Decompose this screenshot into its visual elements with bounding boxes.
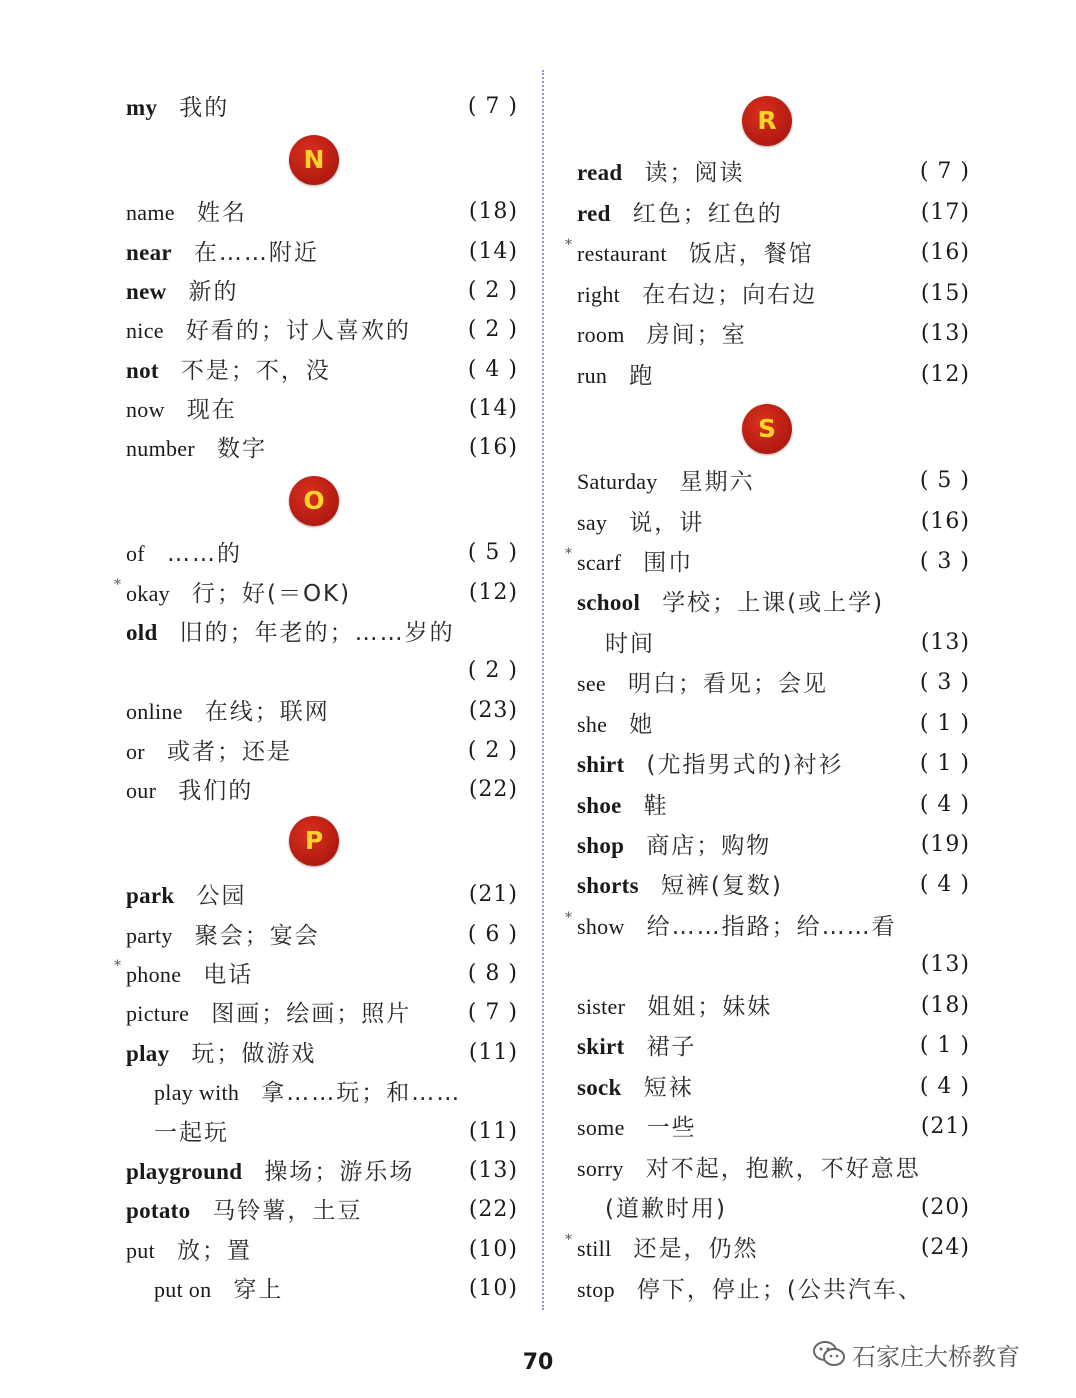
entry-meaning: 马铃薯，土豆	[212, 1198, 363, 1224]
entry-meaning: 一些	[646, 1115, 697, 1141]
entry-unit: (13)	[920, 321, 970, 346]
entry-meaning: 裙子	[646, 1034, 697, 1060]
entry-phone	[126, 954, 518, 994]
entry-word: right	[577, 282, 621, 307]
entry-meaning: 她	[629, 712, 655, 738]
entry-unit: ( 7 )	[467, 94, 518, 119]
entry-unit: (18)	[920, 993, 970, 1018]
entry-unit: (12)	[468, 580, 518, 605]
entry-shirt	[577, 744, 970, 784]
section-letter-s: S	[742, 404, 792, 454]
entry-word: play with	[154, 1080, 240, 1105]
entry-word: stop	[577, 1277, 615, 1302]
entry-word: party	[126, 923, 173, 948]
entry-unit: ( 4 )	[467, 357, 518, 382]
entry-unit: (11)	[468, 1040, 518, 1065]
entry-unit: (10)	[468, 1237, 518, 1262]
entry-meaning: ……的	[166, 541, 242, 567]
entry-meaning: 说，讲	[629, 510, 705, 536]
entry-meaning: 公园	[196, 883, 247, 909]
entry-right	[577, 274, 970, 314]
entry-unit: ( 7 )	[919, 159, 970, 184]
entry-unit: ( 2 )	[467, 317, 518, 342]
entry-sock	[577, 1067, 970, 1107]
entry-word: scarf	[577, 550, 622, 575]
entry-meaning: 短裤(复数)	[660, 873, 783, 899]
entry-meaning: 短袜	[643, 1075, 694, 1101]
entry-our	[126, 770, 518, 810]
entry-sorry	[577, 1148, 970, 1188]
entry-some	[577, 1107, 970, 1147]
entry-word: near	[126, 240, 172, 265]
entry-near	[126, 232, 518, 272]
entry-unit: (21)	[920, 1114, 970, 1139]
entry-not	[126, 350, 518, 390]
section-letter-o: O	[289, 476, 339, 526]
entry-meaning: 拿……玩；和……	[261, 1080, 462, 1106]
entry-meaning: 我的	[179, 95, 230, 121]
entry-meaning: 放；置	[177, 1238, 253, 1264]
entry-word: name	[126, 200, 175, 225]
entry-she	[577, 704, 970, 744]
entry-now	[126, 389, 518, 429]
entry-unit: (13)	[468, 1158, 518, 1183]
entry-unit: ( 7 )	[467, 1000, 518, 1025]
entry-meaning: 星期六	[679, 469, 755, 495]
entry-meaning: 图画；绘画；照片	[211, 1001, 412, 1027]
entry-park	[126, 875, 518, 915]
entry-unit: (18)	[468, 199, 518, 224]
entry-word: phone	[126, 962, 182, 987]
entry-show-unit	[577, 945, 970, 985]
entry-meaning: 明白；看见；会见	[628, 671, 828, 697]
entry-unit: ( 4 )	[919, 1074, 970, 1099]
entry-scarf	[577, 542, 970, 582]
entry-word: our	[126, 778, 157, 803]
left-column	[126, 0, 518, 1320]
entry-unit: (22)	[468, 777, 518, 802]
entry-word: sister	[577, 994, 626, 1019]
entry-unit: (15)	[920, 281, 970, 306]
entry-unit: ( 1 )	[919, 1033, 970, 1058]
entry-word: skirt	[577, 1034, 625, 1059]
entry-unit: (20)	[920, 1195, 970, 1220]
entry-unit: ( 5 )	[919, 468, 970, 493]
entry-word: new	[126, 279, 167, 304]
entry-unit: (10)	[468, 1276, 518, 1301]
entry-word: park	[126, 883, 175, 908]
entry-meaning: 在线；联网	[204, 699, 330, 725]
entry-word: sock	[577, 1075, 622, 1100]
entry-unit: (11)	[468, 1119, 518, 1144]
entry-unit: ( 8 )	[467, 961, 518, 986]
entry-word: playground	[126, 1159, 243, 1184]
entry-word: of	[126, 541, 145, 566]
entry-meaning: 还是，仍然	[633, 1236, 759, 1262]
entry-play-with-cont	[126, 1112, 518, 1152]
entry-word: show	[577, 914, 625, 939]
entry-old	[126, 612, 518, 652]
column-divider	[542, 70, 544, 1310]
entry-unit: (13)	[920, 630, 970, 655]
entry-meaning: 行；好(＝OK)	[191, 581, 352, 607]
watermark	[812, 1334, 1020, 1374]
entry-unit: ( 1 )	[919, 711, 970, 736]
entry-unit: (14)	[468, 239, 518, 264]
entry-skirt	[577, 1026, 970, 1066]
entry-word: she	[577, 712, 608, 737]
entry-word: Saturday	[577, 469, 658, 494]
entry-number	[126, 428, 518, 468]
entry-still	[577, 1228, 970, 1268]
entry-unit: (12)	[920, 362, 970, 387]
entry-meaning: 聚会；宴会	[194, 923, 320, 949]
entry-playground	[126, 1151, 518, 1191]
entry-word: some	[577, 1115, 625, 1140]
entry-word: okay	[126, 581, 170, 606]
watermark-text: 石家庄大桥教育	[852, 1342, 1020, 1371]
entry-word: potato	[126, 1198, 191, 1223]
entry-meaning: 在右边；向右边	[642, 282, 818, 308]
entry-unit: ( 4 )	[919, 792, 970, 817]
entry-meaning: 穿上	[233, 1277, 284, 1303]
entry-meaning: 旧的；年老的；……岁的	[179, 620, 455, 646]
entry-online	[126, 691, 518, 731]
entry-unit: ( 5 )	[467, 540, 518, 565]
entry-word: restaurant	[577, 241, 667, 266]
entry-word: nice	[126, 318, 164, 343]
section-letter-n: N	[289, 135, 339, 185]
entry-unit: (17)	[920, 200, 970, 225]
entry-meaning: 红色；红色的	[632, 201, 783, 227]
entry-unit: (22)	[468, 1197, 518, 1222]
entry-shop	[577, 825, 970, 865]
entry-unit: ( 2 )	[467, 278, 518, 303]
entry-unit: ( 6 )	[467, 922, 518, 947]
entry-school	[577, 582, 970, 622]
entry-meaning: 姓名	[196, 200, 247, 226]
entry-old-unit	[126, 651, 518, 691]
entry-meaning: 商店；购物	[646, 833, 772, 859]
entry-word: sorry	[577, 1156, 624, 1181]
entry-meaning: 房间；室	[646, 322, 747, 348]
entry-word: read	[577, 160, 623, 185]
entry-unit: (19)	[920, 832, 970, 857]
entry-word: school	[577, 590, 641, 615]
entry-unit: ( 2 )	[467, 738, 518, 763]
entry-meaning: 饭店，餐馆	[688, 241, 814, 267]
entry-word: say	[577, 510, 608, 535]
entry-word: online	[126, 699, 183, 724]
entry-word: play	[126, 1041, 170, 1066]
page-number: 70	[522, 1350, 554, 1375]
entry-unit: (21)	[468, 882, 518, 907]
entry-stop	[577, 1269, 970, 1309]
entry-restaurant	[577, 233, 970, 273]
entry-word: run	[577, 363, 608, 388]
entry-read	[577, 152, 970, 192]
entry-meaning: 时间	[605, 631, 655, 657]
entry-word: room	[577, 322, 625, 347]
entry-unit: (23)	[468, 698, 518, 723]
entry-word: shop	[577, 833, 625, 858]
entry-nice	[126, 310, 518, 350]
entry-meaning: 停下，停止；(公共汽车、	[636, 1277, 923, 1303]
entry-meaning: 围巾	[643, 550, 694, 576]
entry-word: not	[126, 358, 159, 383]
entry-unit: ( 3 )	[919, 549, 970, 574]
entry-word: put	[126, 1238, 156, 1263]
entry-meaning: 一起玩	[154, 1120, 229, 1146]
entry-unit: ( 1 )	[919, 751, 970, 776]
wechat-icon	[812, 1340, 846, 1368]
entry-word: shirt	[577, 752, 625, 777]
entry-party	[126, 915, 518, 955]
entry-meaning: 给……指路；给……看	[646, 914, 897, 940]
entry-say	[577, 502, 970, 542]
entry-room	[577, 314, 970, 354]
entry-picture	[126, 993, 518, 1033]
entry-word: now	[126, 397, 165, 422]
section-letter-p: P	[289, 816, 339, 866]
entry-unit: ( 3 )	[919, 670, 970, 695]
entry-play	[126, 1033, 518, 1073]
entry-meaning: 数字	[217, 436, 268, 462]
entry-word: red	[577, 201, 611, 226]
entry-sister	[577, 986, 970, 1026]
section-letter-r: R	[742, 96, 792, 146]
entry-meaning: 或者；还是	[166, 739, 292, 765]
entry-meaning: 鞋	[643, 793, 669, 819]
entry-meaning: 跑	[629, 363, 655, 389]
entry-show	[577, 906, 970, 946]
entry-meaning: 好看的；讨人喜欢的	[185, 318, 411, 344]
entry-word: shoe	[577, 793, 622, 818]
entry-see	[577, 663, 970, 703]
entry-unit: (16)	[920, 509, 970, 534]
entry-okay	[126, 573, 518, 613]
entry-word: see	[577, 671, 606, 696]
entry-word: old	[126, 620, 158, 645]
entry-name	[126, 192, 518, 232]
entry-word: my	[126, 95, 158, 120]
entry-word: picture	[126, 1001, 190, 1026]
entry-meaning: 对不起，抱歉，不好意思	[645, 1156, 921, 1182]
entry-meaning: (道歉时用)	[605, 1196, 727, 1222]
entry-shorts	[577, 865, 970, 905]
entry-potato	[126, 1190, 518, 1230]
entry-sorry-cont	[577, 1188, 970, 1228]
entry-unit: (14)	[468, 396, 518, 421]
entry-word: number	[126, 436, 196, 461]
entry-word: or	[126, 739, 145, 764]
entry-saturday	[577, 461, 970, 501]
right-column	[577, 0, 970, 1320]
entry-put-on	[126, 1269, 518, 1309]
entry-meaning: 我们的	[178, 778, 254, 804]
entry-unit: (24)	[920, 1235, 970, 1260]
entry-school-cont	[577, 623, 970, 663]
entry-of	[126, 533, 518, 573]
entry-meaning: (尤指男式的)衬衫	[646, 752, 844, 778]
entry-meaning: 操场；游乐场	[264, 1159, 415, 1185]
entry-new	[126, 271, 518, 311]
entry-my	[126, 87, 518, 127]
entry-meaning: 读；阅读	[644, 160, 745, 186]
entry-or	[126, 731, 518, 771]
entry-word: shorts	[577, 873, 639, 898]
entry-unit: ( 4 )	[919, 872, 970, 897]
entry-red	[577, 193, 970, 233]
entry-unit: (16)	[468, 435, 518, 460]
entry-run	[577, 355, 970, 395]
entry-unit: (16)	[920, 240, 970, 265]
entry-meaning: 新的	[188, 279, 239, 305]
entry-shoe	[577, 785, 970, 825]
entry-play-with	[126, 1072, 518, 1112]
entry-meaning: 不是；不，没	[180, 358, 331, 384]
entry-unit: ( 2 )	[467, 658, 518, 683]
entry-meaning: 玩；做游戏	[191, 1041, 317, 1067]
entry-meaning: 姐姐；妹妹	[647, 994, 773, 1020]
entry-meaning: 现在	[186, 397, 237, 423]
entry-meaning: 在……附近	[193, 240, 319, 266]
entry-meaning: 电话	[203, 962, 254, 988]
entry-put	[126, 1230, 518, 1270]
entry-word: put on	[154, 1277, 212, 1302]
entry-unit: (13)	[920, 952, 970, 977]
entry-meaning: 学校；上课(或上学)	[662, 590, 885, 616]
entry-word: still	[577, 1236, 612, 1261]
